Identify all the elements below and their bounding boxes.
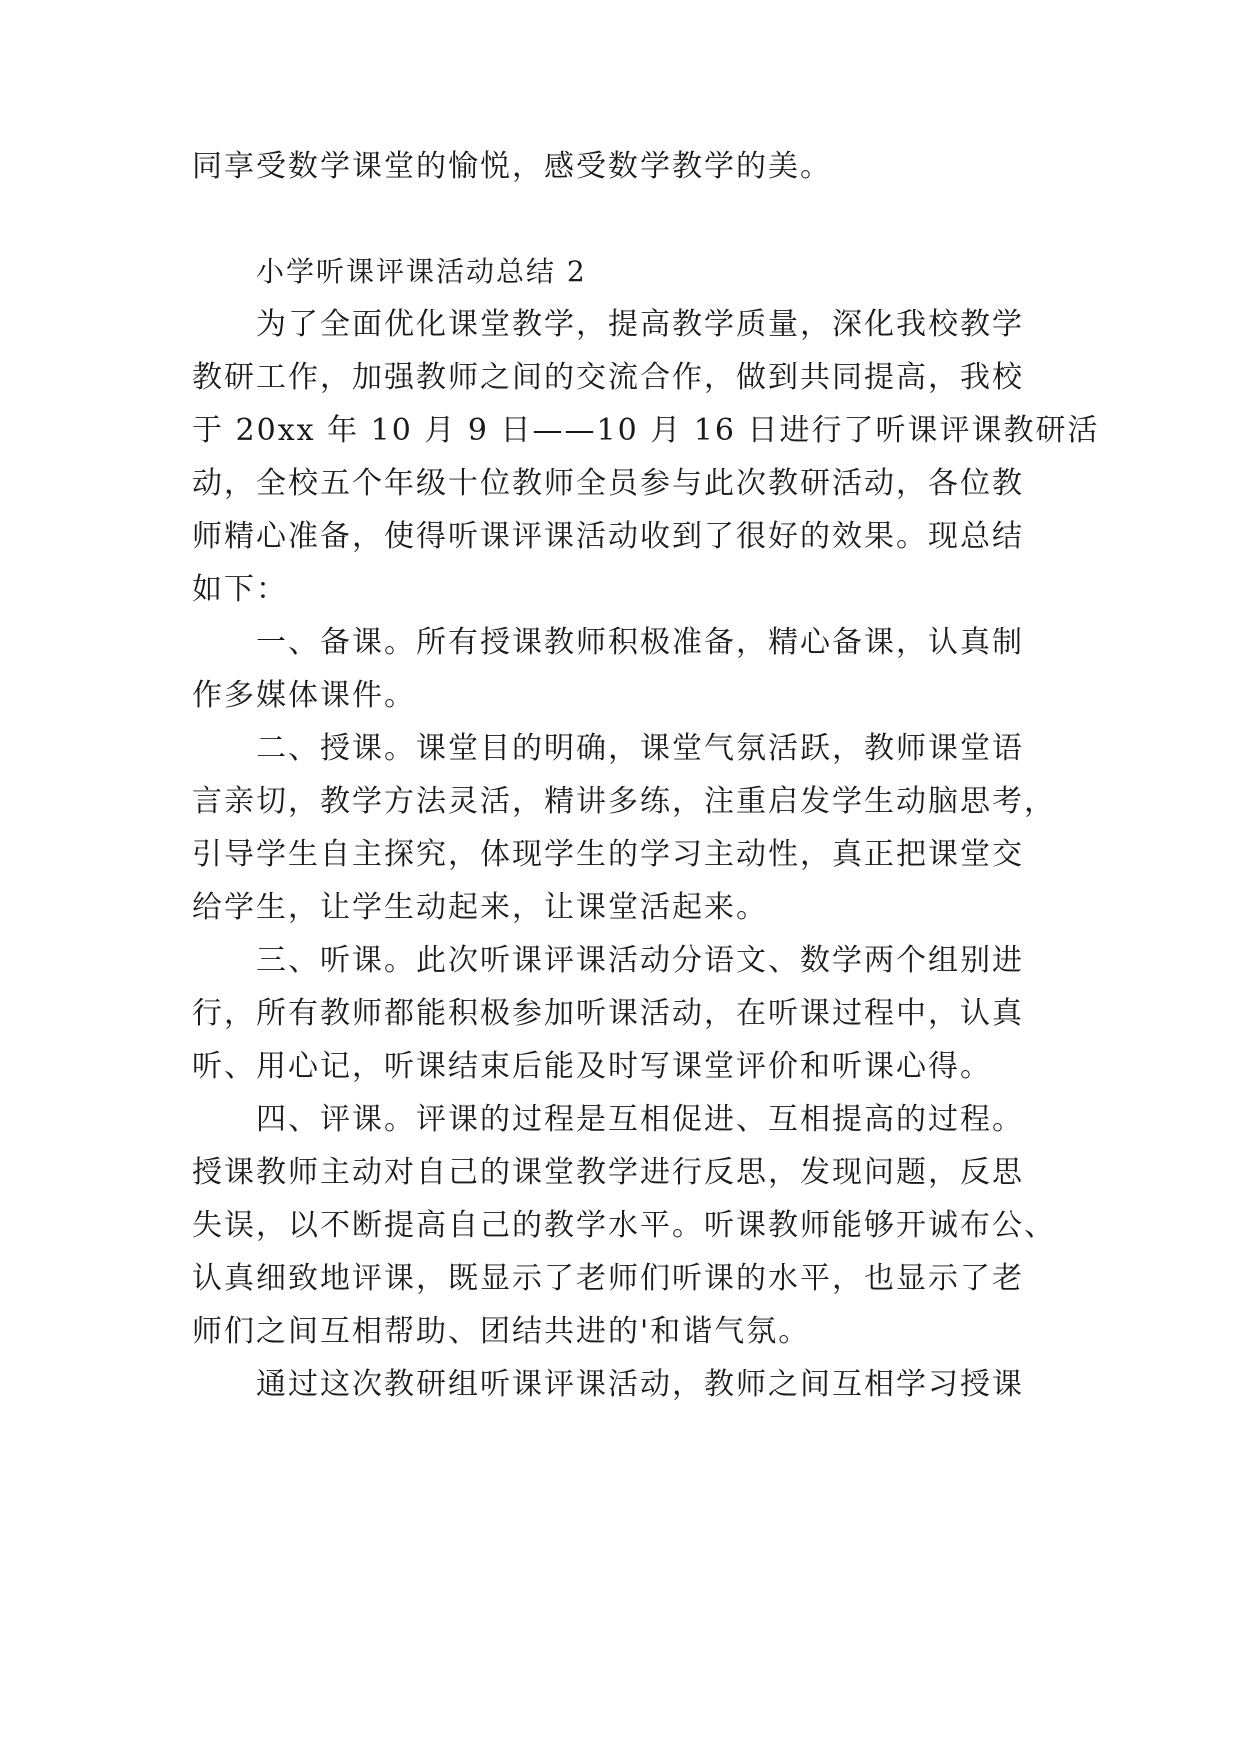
text-line: 四、评课。评课的过程是互相促进、互相提高的过程。 <box>256 1102 1024 1137</box>
text-line: 通过这次教研组听课评课活动，教师之间互相学习授课 <box>256 1367 1024 1402</box>
text-line: 作多媒体课件。 <box>192 678 416 713</box>
text-line: 于 20xx 年 10 月 9 日——10 月 16 日进行了听课评课教研活 <box>192 413 1100 448</box>
text-line: 听、用心记，听课结束后能及时写课堂评价和听课心得。 <box>192 1049 992 1084</box>
text-line: 动，全校五个年级十位教师全员参与此次教研活动，各位教 <box>192 466 1024 501</box>
text-line: 引导学生自主探究，体现学生的学习主动性，真正把课堂交 <box>192 837 1024 872</box>
text-line: 授课教师主动对自己的课堂教学进行反思，发现问题，反思 <box>192 1155 1024 1190</box>
text-line: 认真细致地评课，既显示了老师们听课的水平，也显示了老 <box>192 1261 1024 1296</box>
section-title: 小学听课评课活动总结 2 <box>256 255 587 288</box>
text-line: 失误，以不断提高自己的教学水平。听课教师能够开诚布公、 <box>192 1208 1056 1243</box>
text-line: 教研工作，加强教师之间的交流合作，做到共同提高，我校 <box>192 360 1024 395</box>
text-line: 如下： <box>192 572 288 607</box>
text-line: 三、听课。此次听课评课活动分语文、数学两个组别进 <box>256 943 1024 978</box>
text-line: 师们之间互相帮助、团结共进的'和谐气氛。 <box>192 1314 811 1349</box>
text-line: 二、授课。课堂目的明确，课堂气氛活跃，教师课堂语 <box>256 731 1024 766</box>
text-line: 给学生，让学生动起来，让课堂活起来。 <box>192 890 768 925</box>
text-line: 同享受数学课堂的愉悦，感受数学教学的美。 <box>192 149 832 184</box>
text-line: 言亲切，教学方法灵活，精讲多练，注重启发学生动脑思考， <box>192 784 1056 819</box>
text-line: 一、备课。所有授课教师积极准备，精心备课，认真制 <box>256 625 1024 660</box>
text-line: 行，所有教师都能积极参加听课活动，在听课过程中，认真 <box>192 996 1024 1031</box>
text-line: 师精心准备，使得听课评课活动收到了很好的效果。现总结 <box>192 519 1024 554</box>
text-line: 为了全面优化课堂教学，提高教学质量，深化我校教学 <box>256 307 1024 342</box>
